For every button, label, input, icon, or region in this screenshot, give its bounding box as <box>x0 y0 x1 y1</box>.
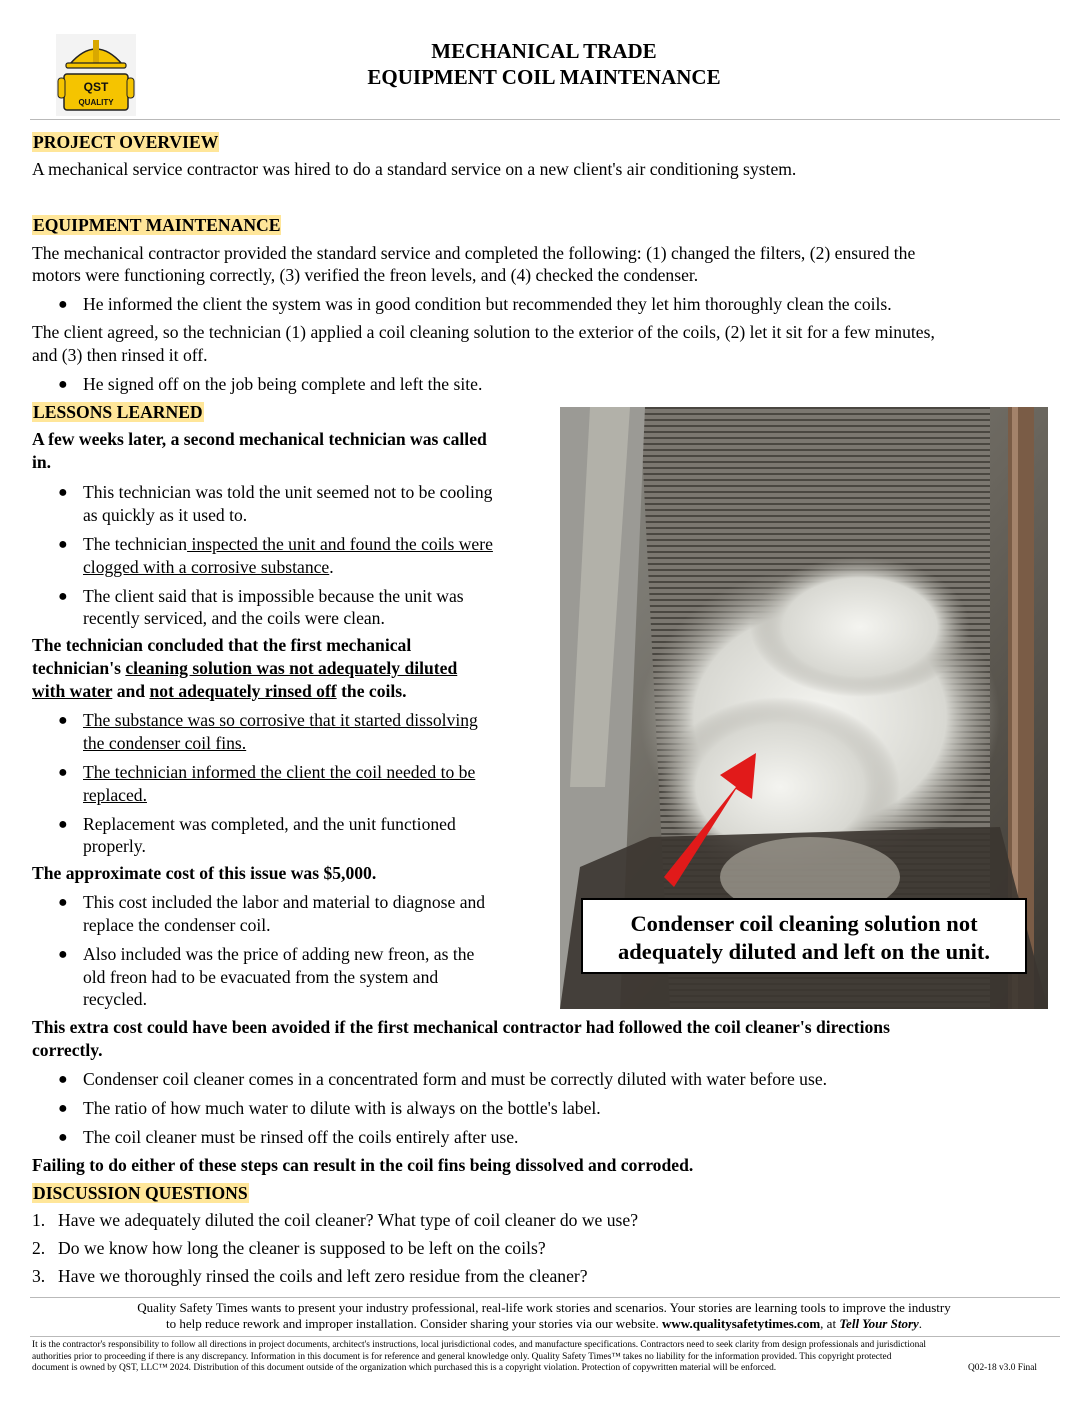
bullet-icon: ● <box>58 894 68 911</box>
footer-divider <box>30 1336 1060 1337</box>
avoidance-text: This extra cost could have been avoided if the first mechanical contractor had followed the coil cleaner's directions <box>32 1017 890 1037</box>
lessons-bullet: clogged with a corrosive substance. <box>83 557 334 577</box>
cost-bullet: old freon had to be evacuated from the system and <box>83 967 439 987</box>
lessons-bullet: as quickly as it used to. <box>83 505 248 525</box>
legal-disclaimer: authorities prior to proceeding if there is any discrepancy. Information in this document is for reference and general knowledge only. Quality Safety Times™ takes no liability for the information provided. This copyright protected <box>32 1352 892 1362</box>
maintenance-paragraph-line: The mechanical contractor provided the standard service and completed the following: (1) changed the filters, (2) ensured the <box>32 243 916 263</box>
document-code: Q02-18 v3.0 Final <box>968 1363 1038 1373</box>
lessons-bullet: This technician was told the unit seemed not to be cooling <box>83 482 493 502</box>
project-overview-heading: PROJECT OVERVIEW <box>33 132 219 152</box>
bullet-icon: ● <box>58 1071 68 1088</box>
cost-bullet: Also included was the price of adding new freon, as the <box>83 944 475 964</box>
bullet-icon: ● <box>58 764 68 781</box>
lessons-bullet: recently serviced, and the coils were clean. <box>83 608 385 628</box>
bullet-icon: ● <box>58 484 68 501</box>
svg-text:QST: QST <box>83 80 109 94</box>
svg-text:QUALITY: QUALITY <box>78 98 114 107</box>
avoidance-text: correctly. <box>32 1040 103 1060</box>
footer-text: Quality Safety Times wants to present your industry professional, real-life work stories and scenarios. Your stories are learning tools to improve the industry <box>137 1300 951 1315</box>
question-number: 3. <box>32 1266 46 1286</box>
bullet-icon: ● <box>58 946 68 963</box>
maintenance-bullet: He informed the client the system was in good condition but recommended they let him thoroughly clean the coils. <box>83 294 892 314</box>
bullet-icon: ● <box>58 816 68 833</box>
legal-disclaimer: It is the contractor's responsibility to follow all directions in project documents, architect's instructions, local jurisdictional codes, and manufacture specifications. Contractors need to seek clarity from design professionals and jurisdictional <box>32 1340 927 1350</box>
lessons-bullet: The client said that is impossible because the unit was <box>83 586 464 606</box>
lessons-intro: A few weeks later, a second mechanical technician was called <box>32 429 487 449</box>
maintenance-bullet: He signed off on the job being complete and left the site. <box>83 374 483 394</box>
conclusion-bullet: The substance was so corrosive that it started dissolving <box>83 710 478 730</box>
bullet-icon: ● <box>58 1100 68 1117</box>
maintenance-paragraph-line: and (3) then rinsed it off. <box>32 345 208 365</box>
conclusion-bullet: properly. <box>83 836 146 856</box>
lessons-learned-heading: LESSONS LEARNED <box>33 402 203 422</box>
conclusion-bullet: The technician informed the client the coil needed to be <box>83 762 476 782</box>
conclusion-bullet: replaced. <box>83 785 147 805</box>
directions-bullet: Condenser coil cleaner comes in a concentrated form and must be correctly diluted with water before use. <box>83 1069 828 1089</box>
maintenance-paragraph-line: motors were functioning correctly, (3) verified the freon levels, and (4) checked the condenser. <box>32 265 699 285</box>
maintenance-paragraph-line: The client agreed, so the technician (1) applied a coil cleaning solution to the exterior of the coils, (2) let it sit for a few minutes, <box>32 322 935 342</box>
legal-disclaimer: document is owned by QST, LLC™ 2024. Distribution of this document outside of the organization which purchased this is a copyright violation. Protection of copywritten material will be enforced. <box>32 1363 777 1373</box>
overview-text: A mechanical service contractor was hired to do a standard service on a new client's air conditioning system. <box>32 159 797 179</box>
equipment-maintenance-heading: EQUIPMENT MAINTENANCE <box>33 215 281 235</box>
photo-caption: Condenser coil cleaning solution not adequately diluted and left on the unit. <box>581 898 1027 974</box>
page-title-line1: MECHANICAL TRADE <box>431 39 657 63</box>
tell-your-story-link[interactable]: Tell Your Story <box>839 1316 919 1331</box>
bullet-icon: ● <box>58 588 68 605</box>
cost-bullet: This cost included the labor and material to diagnose and <box>83 892 486 912</box>
website-link[interactable]: www.qualitysafetytimes.com <box>662 1316 821 1331</box>
conclusion-text: with water and not adequately rinsed off the coils. <box>32 681 407 701</box>
conclusion-text: The technician concluded that the first mechanical <box>32 635 412 655</box>
cost-bullet: recycled. <box>83 989 147 1009</box>
discussion-questions-heading: DISCUSSION QUESTIONS <box>33 1183 248 1203</box>
header-divider <box>30 119 1060 120</box>
directions-bullet: The coil cleaner must be rinsed off the coils entirely after use. <box>83 1127 519 1147</box>
conclusion-bullet: Replacement was completed, and the unit functioned <box>83 814 456 834</box>
cost-text: The approximate cost of this issue was $5,000. <box>32 863 377 883</box>
failing-text: Failing to do either of these steps can result in the coil fins being dissolved and corroded. <box>32 1155 694 1175</box>
directions-bullet: The ratio of how much water to dilute with is always on the bottle's label. <box>83 1098 601 1118</box>
conclusion-text: technician's cleaning solution was not adequately diluted <box>32 658 458 678</box>
footer-text: to help reduce rework and improper installation. Consider sharing your stories via our website. www.qualitysafetytimes.com, at Tell Your Story. <box>165 1316 923 1331</box>
footer-divider <box>30 1297 1060 1298</box>
page-title-line2: EQUIPMENT COIL MAINTENANCE <box>367 65 721 89</box>
bullet-icon: ● <box>58 536 68 553</box>
lessons-bullet: The technician inspected the unit and found the coils were <box>83 534 493 554</box>
bullet-icon: ● <box>58 376 68 393</box>
cost-bullet: replace the condenser coil. <box>83 915 271 935</box>
lessons-intro: in. <box>32 452 52 472</box>
question-text: Have we adequately diluted the coil cleaner? What type of coil cleaner do we use? <box>58 1210 639 1230</box>
bullet-icon: ● <box>58 1129 68 1146</box>
bullet-icon: ● <box>58 712 68 729</box>
question-number: 2. <box>32 1238 46 1258</box>
question-number: 1. <box>32 1210 46 1230</box>
question-text: Do we know how long the cleaner is supposed to be left on the coils? <box>58 1238 546 1258</box>
bullet-icon: ● <box>58 296 68 313</box>
conclusion-bullet: the condenser coil fins. <box>83 733 247 753</box>
question-text: Have we thoroughly rinsed the coils and left zero residue from the cleaner? <box>58 1266 588 1286</box>
